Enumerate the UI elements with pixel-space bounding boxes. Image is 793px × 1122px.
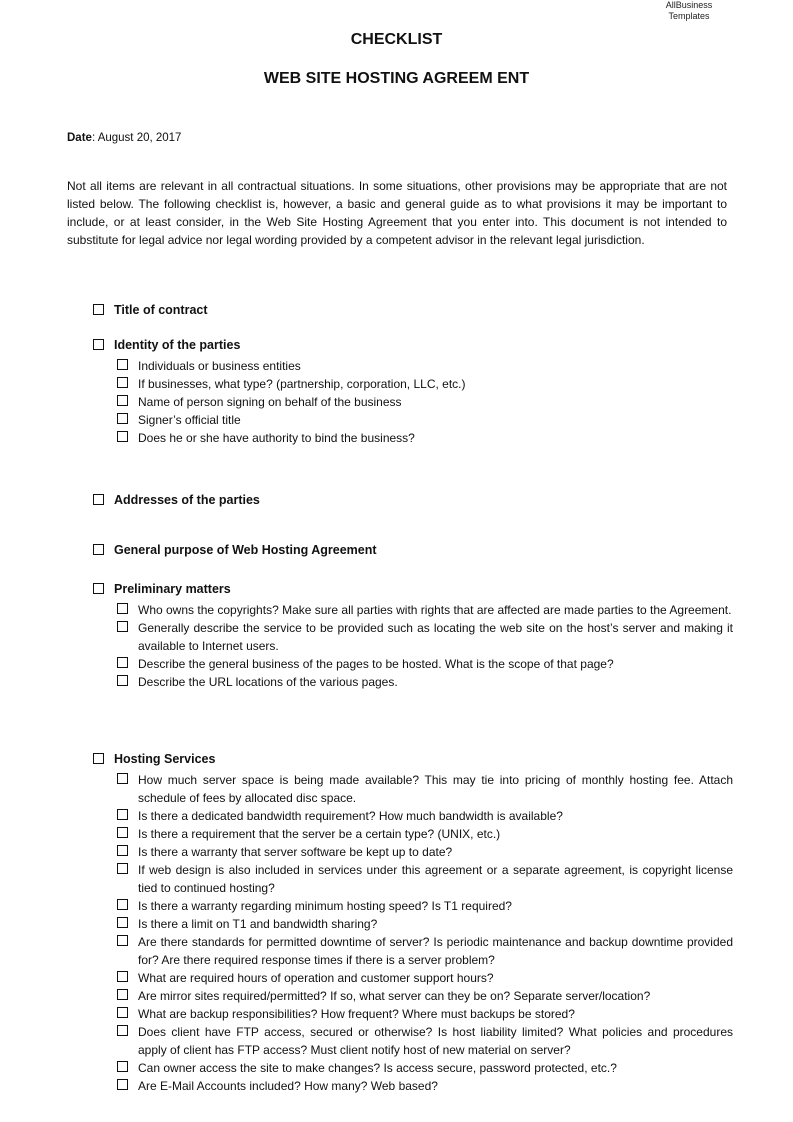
section-title: General purpose of Web Hosting Agreement <box>114 543 377 557</box>
checkbox[interactable] <box>93 339 104 350</box>
item-text: If businesses, what type? (partnership, corporation, LLC, etc.) <box>138 377 466 391</box>
checkbox[interactable] <box>117 971 128 982</box>
section-title: Addresses of the parties <box>114 493 260 507</box>
item-text: Signer’s official title <box>138 413 241 427</box>
checkbox[interactable] <box>93 304 104 315</box>
item-text: How much server space is being made available? This may tie into pricing of monthly hosting fee. Attach schedule of fees by allocated disc space. <box>138 773 733 805</box>
checkbox[interactable] <box>93 544 104 555</box>
checkbox[interactable] <box>117 935 128 946</box>
item-text: Are there standards for permitted downtime of server? Is periodic maintenance and backup downtime provided for? Are there required response times if there is a server problem? <box>138 935 733 967</box>
checkbox[interactable] <box>117 809 128 820</box>
item-text: What are required hours of operation and customer support hours? <box>138 971 494 985</box>
checkbox[interactable] <box>117 359 128 370</box>
checklist-item <box>117 619 733 655</box>
item-text: Generally describe the service to be provided such as locating the web site on the host’s server and making it available to Internet users. <box>138 621 733 653</box>
item-text: Is there a limit on T1 and bandwidth sharing? <box>138 917 378 931</box>
section-heading <box>93 302 733 319</box>
checkbox[interactable] <box>117 621 128 632</box>
section-identity-of-parties <box>93 337 733 447</box>
checkbox[interactable] <box>117 827 128 838</box>
section-heading <box>93 542 733 559</box>
item-text: Does he or she have authority to bind the business? <box>138 431 415 445</box>
intro-paragraph: Not all items are relevant in all contractual situations. In some situations, other provisions may be appropriate that are not listed below. The following checklist is, however, a basic and general guide as to what provisions it may be important to include, or at least consider, in the Web Site Hosting Agreement that you enter into. This document is not intended to substitute for legal advice nor legal wording provided by a competent advisor in the relevant legal jurisdiction. <box>67 179 727 247</box>
section-hosting-services <box>93 751 733 1095</box>
item-text: Is there a requirement that the server be a certain type? (UNIX, etc.) <box>138 827 501 841</box>
checklist-item <box>117 897 733 915</box>
checkbox[interactable] <box>117 603 128 614</box>
item-text: Are E-Mail Accounts included? How many? Web based? <box>138 1079 438 1093</box>
item-text: Describe the general business of the pages to be hosted. What is the scope of that page? <box>138 657 614 671</box>
checkbox[interactable] <box>117 413 128 424</box>
item-text: Name of person signing on behalf of the business <box>138 395 402 409</box>
checklist-item <box>117 429 733 447</box>
checkbox[interactable] <box>117 1061 128 1072</box>
item-text: Individuals or business entities <box>138 359 301 373</box>
checkbox[interactable] <box>93 583 104 594</box>
checklist-item <box>117 357 733 375</box>
brand-logo <box>650 0 728 22</box>
checklist-items <box>93 601 733 691</box>
checkbox[interactable] <box>117 657 128 668</box>
section-preliminary-matters <box>93 581 733 691</box>
checkbox[interactable] <box>117 899 128 910</box>
date-label: Date <box>67 132 92 144</box>
item-text: Are mirror sites required/permitted? If so, what server can they be on? Separate server/location? <box>138 989 651 1003</box>
checkbox[interactable] <box>93 753 104 764</box>
item-text: Describe the URL locations of the various pages. <box>138 675 398 689</box>
checklist-item <box>117 987 733 1005</box>
checkbox[interactable] <box>117 675 128 686</box>
checklist-item <box>117 375 733 393</box>
checklist-item <box>117 1077 733 1095</box>
document-subtitle: WEB SITE HOSTING AGREEM ENT <box>263 70 530 87</box>
checklist-items <box>93 771 733 1095</box>
checklist-item <box>117 655 733 673</box>
checklist-item <box>117 673 733 691</box>
checklist-item <box>117 825 733 843</box>
checklist-item <box>117 1059 733 1077</box>
section-heading <box>93 492 733 509</box>
checkbox[interactable] <box>117 395 128 406</box>
section-heading <box>93 337 733 354</box>
checklist-item <box>117 1023 733 1059</box>
date-value: : August 20, 2017 <box>91 132 182 144</box>
checkbox[interactable] <box>117 863 128 874</box>
checklist-item <box>117 393 733 411</box>
item-text: Who owns the copyrights? Make sure all parties with rights that are affected are made parties to the Agreement. <box>138 603 732 617</box>
checkbox[interactable] <box>117 773 128 784</box>
section-addresses-of-parties <box>93 492 733 509</box>
section-title-of-contract <box>93 302 733 319</box>
checklist-item <box>117 601 733 619</box>
section-title: Title of contract <box>114 303 208 317</box>
section-general-purpose <box>93 542 733 559</box>
item-text: Is there a dedicated bandwidth requirement? How much bandwidth is available? <box>138 809 563 823</box>
checkbox[interactable] <box>117 377 128 388</box>
checkbox[interactable] <box>117 431 128 442</box>
section-title: Preliminary matters <box>114 582 231 596</box>
checklist-item <box>117 843 733 861</box>
item-text: Is there a warranty that server software be kept up to date? <box>138 845 453 859</box>
section-heading <box>93 751 733 768</box>
item-text: Is there a warranty regarding minimum hosting speed? Is T1 required? <box>138 899 512 913</box>
checkbox[interactable] <box>117 1025 128 1036</box>
checkbox[interactable] <box>117 1007 128 1018</box>
checklist-item <box>117 915 733 933</box>
brand-line-1: AllBusiness <box>665 0 713 10</box>
section-title: Identity of the parties <box>114 338 241 352</box>
checklist-item <box>117 969 733 987</box>
date-line <box>67 132 181 144</box>
checkbox[interactable] <box>117 989 128 1000</box>
checklist-items <box>93 357 733 447</box>
brand-line-2: Templates <box>668 11 710 21</box>
checkbox[interactable] <box>117 1079 128 1090</box>
document-title: CHECKLIST <box>350 31 443 48</box>
section-heading <box>93 581 733 598</box>
checklist-item <box>117 1005 733 1023</box>
section-title: Hosting Services <box>114 752 216 766</box>
checklist-item <box>117 771 733 807</box>
checklist-item <box>117 933 733 969</box>
checklist-item <box>117 807 733 825</box>
item-text: What are backup responsibilities? How frequent? Where must backups be stored? <box>138 1007 575 1021</box>
checkbox[interactable] <box>117 917 128 928</box>
checklist-item <box>117 861 733 897</box>
checklist-item <box>117 411 733 429</box>
checkbox[interactable] <box>117 845 128 856</box>
item-text: If web design is also included in services under this agreement or a separate agreement, is copyright license tied to continued hosting? <box>138 863 733 895</box>
checkbox[interactable] <box>93 494 104 505</box>
item-text: Can owner access the site to make changes? Is access secure, password protected, etc.? <box>138 1061 617 1075</box>
item-text: Does client have FTP access, secured or otherwise? Is host liability limited? What policies and procedures apply of client has FTP access? Must client notify host of new material on server? <box>138 1025 733 1057</box>
